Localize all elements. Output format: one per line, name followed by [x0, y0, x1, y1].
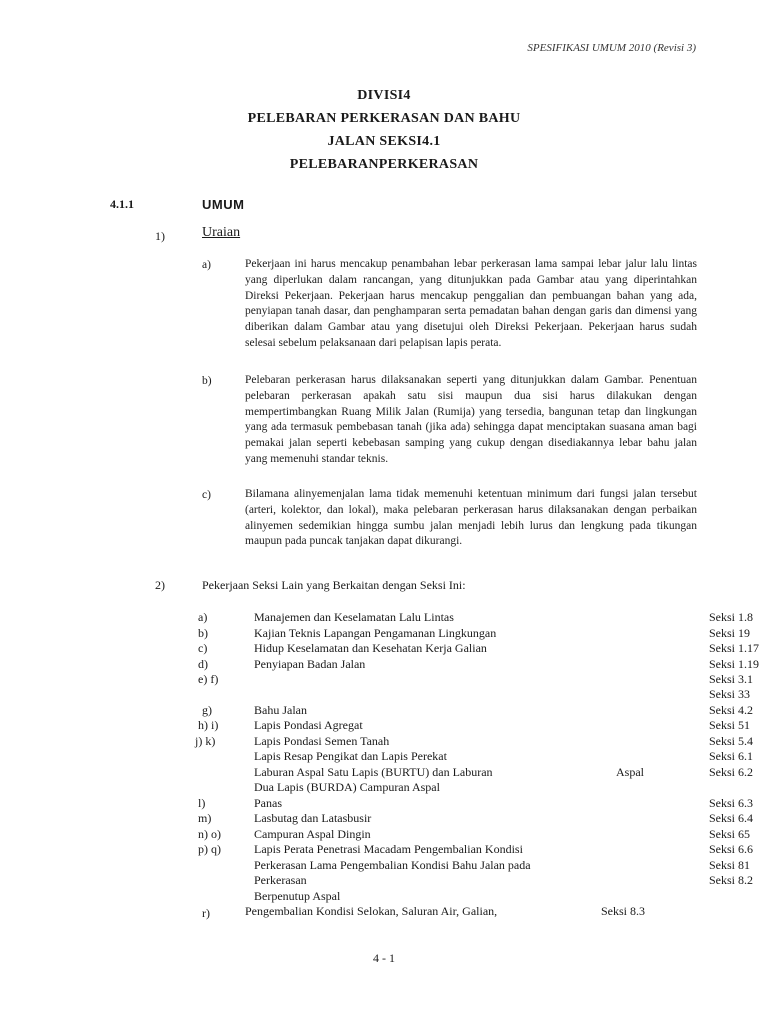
- paragraph-letter: a): [202, 259, 211, 271]
- section-heading: JALAN SEKSI4.1: [327, 134, 441, 149]
- spec-header: SPESIFIKASI UMUM 2010 (Revisi 3): [527, 42, 696, 54]
- related-section-item: Lasbutag dan Latasbusir: [254, 811, 372, 825]
- section-ref: Seksi 6.6: [709, 842, 754, 856]
- subsection-title: Pekerjaan Seksi Lain yang Berkaitan dengan Seksi Ini:: [202, 578, 466, 592]
- section-ref: Seksi 51: [709, 718, 751, 732]
- section-ref: Seksi 8.3: [601, 904, 646, 918]
- related-section-item: Panas: [254, 796, 282, 810]
- related-section-item: Dua Lapis (BURDA) Campuran Aspal: [254, 780, 440, 794]
- related-section-item: Manajemen dan Keselamatan Lalu Lintas: [254, 610, 454, 624]
- section-ref: Seksi 81: [709, 858, 751, 872]
- item-label: b): [198, 626, 208, 640]
- paragraph-letter: c): [202, 489, 211, 501]
- item-label: g): [202, 703, 212, 717]
- related-section-item: Perkerasan: [254, 873, 307, 887]
- section-ref: Seksi 19: [709, 626, 751, 640]
- related-section-item: Laburan Aspal Satu Lapis (BURTU) dan Laburan: [254, 765, 493, 779]
- item-label: c): [198, 641, 208, 655]
- section-ref: Seksi 6.3: [709, 796, 754, 810]
- related-section-item: Lapis Perata Penetrasi Macadam Pengembalian Kondisi: [254, 842, 523, 856]
- subsection-title: Uraian: [202, 225, 241, 240]
- item-label: p) q): [198, 842, 221, 856]
- related-section-item: Lapis Resap Pengikat dan Lapis Perekat: [254, 749, 447, 763]
- related-section-item: Lapis Pondasi Semen Tanah: [254, 734, 390, 748]
- item-label: h) i): [198, 718, 219, 732]
- related-section-item: Bahu Jalan: [254, 703, 307, 717]
- paragraph-text: Pelebaran perkerasan harus dilaksanakan seperti yang ditunjukkan dalam Gambar. Penentuan pelebaran perkerasan apakah satu sisi maupun dua sisi harus dilakukan dengan mempertimbangkan Ruang Milik Jalan (Rumija) yang tersedia, bangunan tetap dan lingkungan yang ada termasuk pembebasan tanah (jika ada) sehingga dapat menciptakan suasana aman bagi pemakai jalan seperti kebebasan samping yang cukup dengan disediakannya lebar bahu jalan yang memenuhi standar teknis.: [245, 374, 697, 465]
- related-section-item: Kajian Teknis Lapangan Pengamanan Lingkungan: [254, 626, 497, 640]
- paragraph-letter: b): [202, 375, 212, 387]
- related-section-item: Perkerasan Lama Pengembalian Kondisi Bahu Jalan pada: [254, 858, 531, 872]
- paragraph-text: Pekerjaan ini harus mencakup penambahan lebar perkerasan lama sampai lebar jalur lalu lintas yang diperlukan dalam rancangan, yang ditunjukkan pada Gambar atau yang diperintahkan Direksi Pekerjaan. Pekerjaan harus mencakup penggalian dan pembuangan bahan yang ada, penyiapan tanah dasar, dan penghamparan serta pemadatan bahan dengan garis dan dimensi yang diberikan dalam Gambar atau yang disetujui oleh Direksi Pekerjaan. Pekerjaan harus sudah selesai sebelum pelaksanaan dari pelapisan lapis perata.: [245, 258, 697, 349]
- item-label: a): [198, 610, 208, 624]
- section-ref: Seksi 65: [709, 827, 751, 841]
- subsection-number: 1): [155, 229, 165, 243]
- related-section-item: Berpenutup Aspal: [254, 889, 341, 903]
- section-number: 4.1.1: [110, 197, 134, 211]
- section-ref: Seksi 33: [709, 687, 751, 701]
- section-ref: Seksi 3.1: [709, 672, 754, 686]
- related-section-item: Campuran Aspal Dingin: [254, 827, 371, 841]
- division-title: DIVISI4: [357, 88, 411, 103]
- related-section-item: Aspal: [616, 765, 644, 779]
- section-ref: Seksi 6.1: [709, 749, 754, 763]
- page-number: 4 - 1: [373, 951, 395, 965]
- related-section-item: Penyiapan Badan Jalan: [254, 657, 366, 671]
- subsection-number: 2): [155, 578, 165, 592]
- item-label: m): [198, 811, 212, 825]
- item-label: r): [202, 906, 210, 920]
- section-ref: Seksi 4.2: [709, 703, 754, 717]
- section-ref: Seksi 6.2: [709, 765, 754, 779]
- item-label: d): [198, 657, 208, 671]
- related-section-item: Hidup Keselamatan dan Kesehatan Kerja Galian: [254, 641, 487, 655]
- section-ref: Seksi 8.2: [709, 873, 754, 887]
- related-section-item: Pengembalian Kondisi Selokan, Saluran Air, Galian,: [245, 904, 498, 918]
- section-ref: Seksi 1.19: [709, 657, 760, 671]
- item-label: j) k): [195, 734, 216, 748]
- section-name: PELEBARANPERKERASAN: [289, 157, 479, 172]
- section-ref: Seksi 1.8: [709, 610, 754, 624]
- section-ref: Seksi 5.4: [709, 734, 754, 748]
- division-subtitle: PELEBARAN PERKERASAN DAN BAHU: [247, 111, 521, 126]
- paragraph-text: Bilamana alinyemenjalan lama tidak memenuhi ketentuan minimum dari fungsi jalan tersebut (arteri, kolektor, dan lokal), maka pelebaran perkerasan harus dilaksanakan dengan perbaikan alinyemen sedemikian hingga sumbu jalan menjadi lebih lurus dan lengkung pada tikungan maupun pada puncak tanjakan dapat dikurangi.: [245, 488, 697, 548]
- item-label: e) f): [198, 672, 219, 686]
- item-label: l): [198, 796, 206, 810]
- section-title: UMUM: [202, 197, 245, 212]
- item-label: n) o): [198, 827, 221, 841]
- section-ref: Seksi 1.17: [709, 641, 760, 655]
- related-section-item: Lapis Pondasi Agregat: [254, 718, 363, 732]
- section-ref: Seksi 6.4: [709, 811, 754, 825]
